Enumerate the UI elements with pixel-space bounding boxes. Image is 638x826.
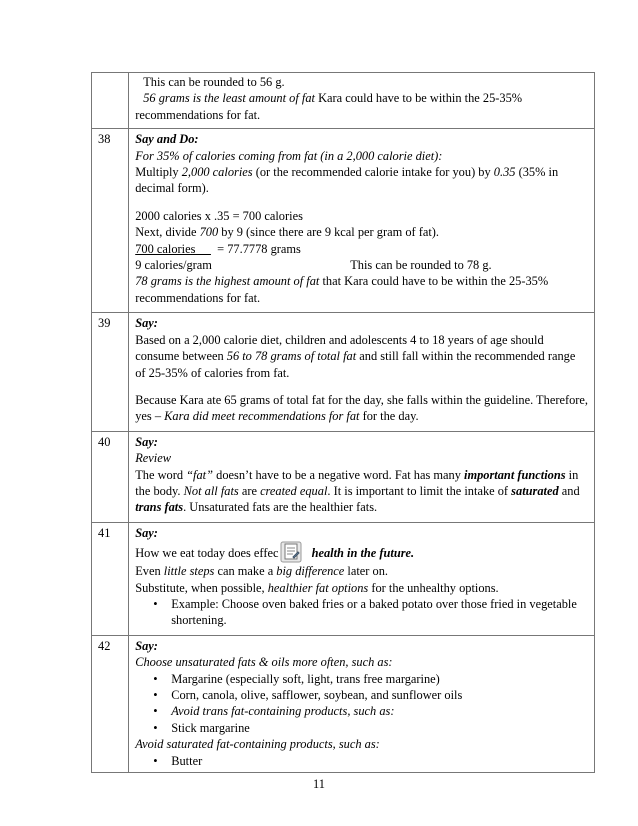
bullet-list [135, 753, 588, 769]
row-content [129, 129, 595, 313]
list-item: • Stick margarine [153, 720, 250, 735]
text-line: How we eat today does effec health in the future. [135, 541, 588, 563]
calc-line: Next, divide 700 by 9 (since there are 9 kcal per gram of fat). [135, 225, 440, 240]
say-heading: Say: [135, 316, 158, 331]
row-content [129, 635, 595, 772]
list-item: • Example: Choose oven baked fries or a baked potato over those fried in vegetable shortening. [153, 596, 577, 628]
table-row [92, 635, 595, 772]
table-row [92, 431, 595, 522]
lesson-script-table [91, 72, 595, 773]
paragraph: Because Kara ate 65 grams of total fat for the day, she falls within the guideline. Therefore, yes – Kara did meet recommendations for fat for the day. [135, 392, 588, 424]
bullet-list [135, 671, 588, 737]
list-item: • Margarine (especially soft, light, trans free margarine) [153, 671, 440, 686]
text-line: recommendations for fat. [135, 107, 261, 122]
row-number: 41 [92, 522, 129, 635]
table-row [92, 313, 595, 431]
table-row [92, 129, 595, 313]
text-line: recommendations for fat. [135, 290, 261, 305]
text-line: 78 grams is the highest amount of fat that Kara could have to be within the 25-35% [135, 274, 549, 289]
row-number: 38 [92, 129, 129, 313]
say-heading: Say and Do: [135, 132, 199, 147]
text-line: Multiply 2,000 calories (or the recommended calorie intake for you) by 0.35 (35% in decimal form). [135, 165, 559, 196]
text-line: 56 grams is the least amount of fat Kara could have to be within the 25-35% [143, 91, 523, 106]
note-icon[interactable] [280, 541, 302, 563]
row-content [129, 73, 595, 129]
text-line: Choose unsaturated fats & oils more often, such as: [135, 655, 393, 670]
say-heading: Say: [135, 525, 158, 540]
row-number: 40 [92, 431, 129, 522]
row-number: 39 [92, 313, 129, 431]
row-number: 42 [92, 635, 129, 772]
list-item: • Avoid trans fat-containing products, such as: [153, 704, 395, 719]
row-content [129, 313, 595, 431]
say-heading: Say: [135, 638, 158, 653]
list-item: • Butter [153, 753, 203, 768]
review-label: Review [135, 451, 171, 466]
list-item: • Corn, canola, olive, safflower, soybean, and sunflower oils [153, 688, 463, 702]
text-line: Avoid saturated fat-containing products, such as: [135, 737, 380, 752]
text-line: This can be rounded to 56 g. [143, 75, 285, 89]
paragraph: The word “fat” doesn’t have to be a negative word. Fat has many important functions in the body. Not all fats are created equal. It is important to limit the intake of saturated and trans fats. Unsaturated fats are the healthier fats. [135, 467, 580, 515]
table-row [92, 522, 595, 635]
row-content [129, 431, 595, 522]
paragraph: Based on a 2,000 calorie diet, children and adolescents 4 to 18 years of age should consume between 56 to 78 grams of total fat and still fall within the recommended range of 25-35% of calories from fat. [135, 332, 576, 380]
row-number [92, 73, 129, 129]
calc-line: 9 calories/gram This can be rounded to 78 g. [135, 258, 492, 273]
calc-line: 700 calories = 77.7778 grams [135, 241, 301, 256]
bullet-list [135, 596, 588, 629]
text-line: For 35% of calories coming from fat (in a 2,000 calorie diet): [135, 148, 443, 163]
calc-line: 2000 calories x .35 = 700 calories [135, 208, 303, 223]
table-row [92, 73, 595, 129]
say-heading: Say: [135, 434, 158, 449]
text-line: Even little steps can make a big difference later on. [135, 564, 389, 579]
text-line: Substitute, when possible, healthier fat options for the unhealthy options. [135, 580, 499, 595]
row-content [129, 522, 595, 635]
page-number: 11 [313, 777, 325, 791]
